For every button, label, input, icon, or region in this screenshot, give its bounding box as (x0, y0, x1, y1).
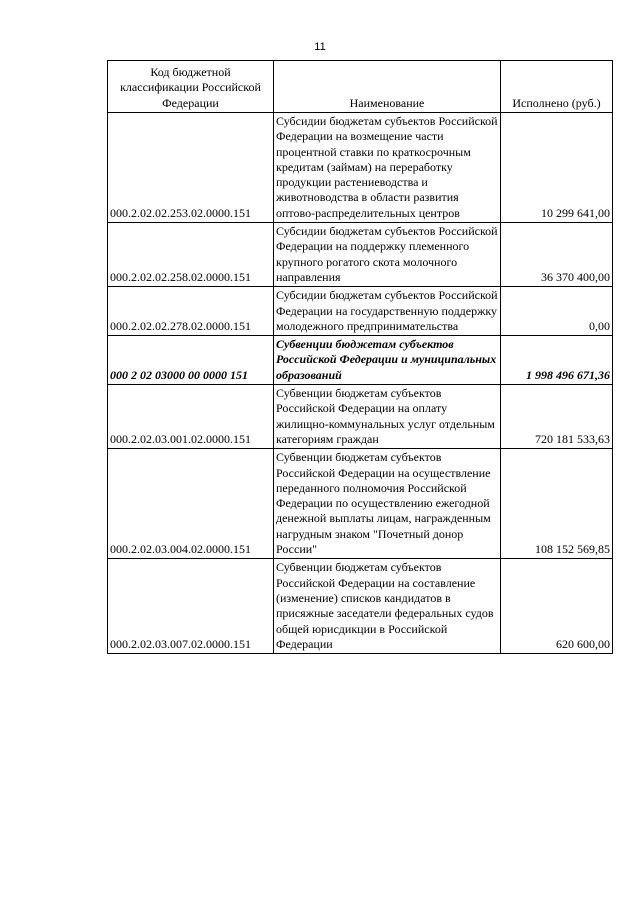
row-amount: 10 299 641,00 (501, 113, 613, 223)
table-row (108, 113, 613, 223)
table-row-subtotal (108, 336, 613, 385)
page-number: 11 (314, 41, 326, 53)
row-name: Субвенции бюджетам субъектов Российской Федерации на оплату жилищно-коммунальных услуг отдельным категориям граждан (274, 385, 501, 449)
row-code: 000.2.02.03.001.02.0000.151 (108, 385, 274, 449)
row-name: Субвенции бюджетам субъектов Российской Федерации на осуществление переданного полномочия Российской Федерации по осуществлению ежегодной денежной выплаты лицам, награжденным нагрудным знаком "Почетный донор России" (274, 449, 501, 559)
row-code: 000.2.02.02.253.02.0000.151 (108, 113, 274, 223)
row-amount: 1 998 496 671,36 (501, 336, 613, 385)
row-name: Субвенции бюджетам субъектов Российской Федерации и муниципальных образований (274, 336, 501, 385)
row-amount: 620 600,00 (501, 559, 613, 654)
row-code: 000.2.02.03.007.02.0000.151 (108, 559, 274, 654)
row-code: 000.2.02.02.278.02.0000.151 (108, 287, 274, 336)
row-amount: 108 152 569,85 (501, 449, 613, 559)
row-amount: 0,00 (501, 287, 613, 336)
row-name: Субсидии бюджетам субъектов Российской Федерации на государственную поддержку молодежного предпринимательства (274, 287, 501, 336)
table-row (108, 449, 613, 559)
table-row (108, 385, 613, 449)
row-code: 000 2 02 03000 00 0000 151 (108, 336, 274, 385)
header-amount: Исполнено (руб.) (501, 61, 613, 113)
table-row (108, 223, 613, 287)
row-name: Субсидии бюджетам субъектов Российской Федерации на возмещение части процентной ставки по краткосрочным кредитам (займам) на переработку продукции растениеводства и животноводства в области развития оптово-распределительных центров (274, 113, 501, 223)
row-code: 000.2.02.03.004.02.0000.151 (108, 449, 274, 559)
row-amount: 36 370 400,00 (501, 223, 613, 287)
header-name: Наименование (274, 61, 501, 113)
table-row (108, 559, 613, 654)
budget-table (107, 60, 613, 654)
table-row (108, 287, 613, 336)
row-code: 000.2.02.02.258.02.0000.151 (108, 223, 274, 287)
row-name: Субсидии бюджетам субъектов Российской Федерации на поддержку племенного крупного рогатого скота молочного направления (274, 223, 501, 287)
row-name: Субвенции бюджетам субъектов Российской Федерации на составление (изменение) списков кандидатов в присяжные заседатели федеральных судов общей юрисдикции в Российской Федерации (274, 559, 501, 654)
row-amount: 720 181 533,63 (501, 385, 613, 449)
header-code: Код бюджетной классификации Российской Федерации (108, 61, 274, 113)
table-header-row (108, 61, 613, 113)
